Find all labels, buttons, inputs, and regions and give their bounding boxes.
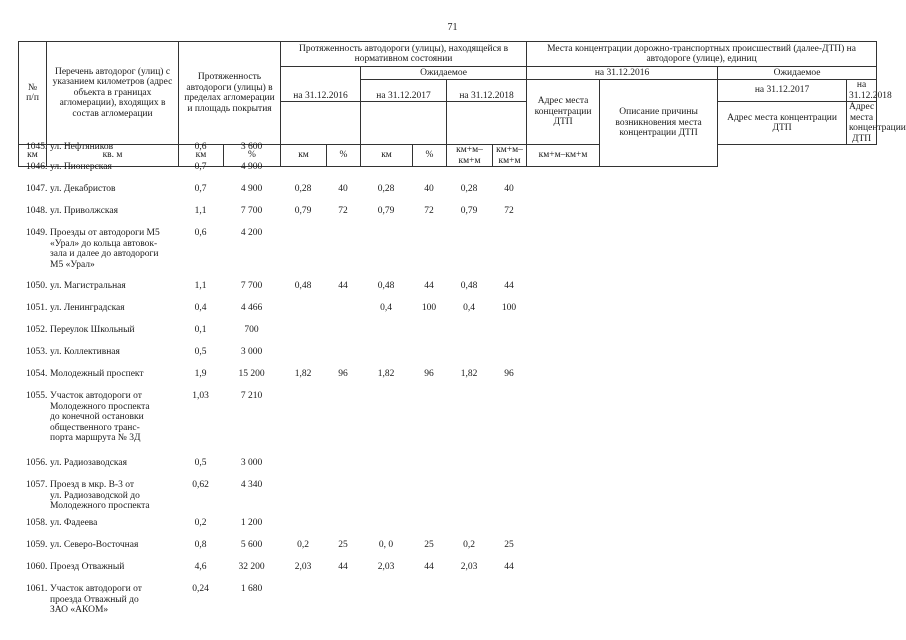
cell-sqm: 5 600 — [240, 540, 263, 550]
cell-p16 — [326, 159, 360, 181]
header-roads: Перечень автодорог (улиц) с указанием километров (адрес объекта в границах агломерации), входящих в состав агломерации — [47, 42, 179, 145]
header-dtp-expected: Ожидаемое — [718, 67, 877, 80]
cell-k18 — [446, 515, 492, 537]
cell-k18: 1,82 — [460, 369, 478, 379]
cell-km: 0,7 — [194, 162, 207, 172]
cell-k16 — [280, 322, 326, 344]
cell-k18: 0,28 — [460, 184, 478, 194]
cell-dtp-description — [599, 203, 717, 225]
cell-p18 — [492, 515, 526, 537]
row-number: 1051. — [26, 303, 48, 313]
cell-k17 — [360, 139, 412, 159]
cell-k17: 0, 0 — [378, 540, 394, 550]
cell-k16 — [280, 300, 326, 322]
cell-p18 — [492, 139, 526, 159]
cell-p18 — [492, 225, 526, 278]
unit-sqm: кв. м — [47, 145, 179, 167]
header-address-2017: Адрес места концентрации ДТП — [718, 102, 847, 145]
cell-dtp-address — [526, 559, 599, 581]
cell-k18 — [446, 225, 492, 278]
header-dtp-2017: на 31.12.2017 — [718, 80, 847, 102]
cell-km: 0,62 — [192, 480, 209, 490]
cell-k17 — [360, 159, 412, 181]
row-number: 1053. — [26, 347, 48, 357]
cell-p18 — [492, 322, 526, 344]
cell-p17 — [412, 225, 446, 278]
road-name: Проезд в мкр. В-3 от ул. Радиозаводской до Молодежного проспекта — [50, 480, 150, 511]
page-number: 71 — [447, 22, 458, 33]
cell-k17 — [360, 581, 412, 621]
table-row — [18, 278, 876, 300]
cell-dtp-address — [526, 537, 599, 559]
cell-sqm: 4 900 — [240, 184, 263, 194]
cell-dtp-address — [526, 477, 599, 515]
cell-k16 — [280, 159, 326, 181]
cell-k18: 0,79 — [460, 206, 478, 216]
road-name: ул. Северо-Восточная — [50, 540, 139, 550]
cell-sqm: 1 680 — [240, 584, 263, 594]
cell-p18 — [492, 455, 526, 477]
header-length: Протяженность автодороги (улицы) в пределах агломерации и площадь покрытия — [179, 42, 281, 145]
row-number: 1048. — [26, 206, 48, 216]
road-name: Участок автодороги от проезда Отважный до ЗАО «АКОМ» — [50, 584, 142, 615]
cell-dtp-description — [599, 300, 717, 322]
cell-dtp-description — [599, 181, 717, 203]
table-row — [18, 455, 876, 477]
cell-sqm: 32 200 — [238, 562, 265, 572]
cell-km: 0,7 — [194, 184, 207, 194]
cell-dtp-2017 — [717, 515, 846, 537]
cell-dtp-address — [526, 515, 599, 537]
cell-km: 0,8 — [194, 540, 207, 550]
header-dtp-2018: на 31.12.2018 — [847, 80, 877, 102]
header-address: Адрес места концентрации ДТП — [527, 80, 600, 145]
cell-p16 — [326, 388, 360, 455]
cell-dtp-address — [526, 181, 599, 203]
cell-dtp-2018 — [846, 344, 876, 366]
table-row — [18, 300, 876, 322]
cell-dtp-2018 — [846, 278, 876, 300]
cell-sqm: 7 700 — [240, 281, 263, 291]
cell-p17 — [412, 515, 446, 537]
cell-p17 — [412, 322, 446, 344]
cell-km: 0,1 — [194, 325, 207, 335]
cell-p18: 44 — [504, 281, 514, 291]
cell-km: 0,4 — [194, 303, 207, 313]
cell-dtp-address — [526, 300, 599, 322]
cell-sqm: 3 600 — [240, 142, 263, 152]
cell-p17 — [412, 139, 446, 159]
road-name: Участок автодороги от Молодежного проспекта до конечной остановки общественного транс- порта маршрута № 3Д — [50, 391, 150, 443]
table-row — [18, 366, 876, 388]
unit-km-2017: км — [281, 145, 327, 167]
cell-p17: 44 — [424, 281, 434, 291]
cell-p17 — [412, 581, 446, 621]
cell-dtp-description — [599, 344, 717, 366]
cell-dtp-2017 — [717, 344, 846, 366]
cell-p16: 96 — [338, 369, 348, 379]
cell-dtp-description — [599, 559, 717, 581]
cell-k18 — [446, 388, 492, 455]
cell-sqm: 7 210 — [240, 391, 263, 401]
cell-p18 — [492, 477, 526, 515]
unit-kmm-2018: км+м–км+м — [527, 145, 600, 167]
header-2018: на 31.12.2018 — [447, 80, 527, 102]
cell-k16: 2,03 — [294, 562, 312, 572]
cell-k17 — [360, 344, 412, 366]
table-body — [18, 139, 876, 621]
cell-k17 — [360, 455, 412, 477]
cell-dtp-2018 — [846, 455, 876, 477]
cell-km: 0,5 — [194, 458, 207, 468]
road-name: ул. Радиозаводская — [50, 458, 127, 468]
table-row — [18, 388, 876, 455]
cell-p17 — [412, 388, 446, 455]
row-number: 1050. — [26, 281, 48, 291]
cell-dtp-description — [599, 225, 717, 278]
cell-dtp-description — [599, 322, 717, 344]
cell-dtp-description — [599, 388, 717, 455]
cell-dtp-address — [526, 225, 599, 278]
table-row — [18, 559, 876, 581]
cell-k18 — [446, 322, 492, 344]
cell-dtp-description — [599, 159, 717, 181]
cell-p17: 44 — [424, 562, 434, 572]
row-number: 1057. — [26, 480, 48, 490]
cell-p16: 40 — [338, 184, 348, 194]
road-name: ул. Магистральная — [50, 281, 126, 291]
cell-dtp-2017 — [717, 203, 846, 225]
road-name: ул. Декабристов — [50, 184, 116, 194]
cell-k16: 1,82 — [294, 369, 312, 379]
cell-p16 — [326, 139, 360, 159]
cell-dtp-description — [599, 477, 717, 515]
cell-k18 — [446, 455, 492, 477]
cell-km: 1,1 — [194, 206, 207, 216]
cell-dtp-2017 — [717, 322, 846, 344]
cell-km: 0,5 — [194, 347, 207, 357]
cell-dtp-2018 — [846, 559, 876, 581]
cell-dtp-2018 — [846, 181, 876, 203]
cell-dtp-2017 — [717, 388, 846, 455]
header-2017: на 31.12.2017 — [361, 80, 447, 102]
cell-p16 — [326, 581, 360, 621]
cell-dtp-2017 — [717, 278, 846, 300]
unit-km-2016: км — [179, 145, 224, 167]
cell-dtp-address — [526, 159, 599, 181]
cell-k17: 0,4 — [380, 303, 392, 313]
cell-sqm: 4 340 — [240, 480, 263, 490]
cell-k18: 0,48 — [460, 281, 478, 291]
road-name: Проезды от автодороги М5 «Урал» до кольца автовок- зала и далее до автодороги М5 «Урал» — [50, 228, 160, 270]
row-number: 1045. — [26, 142, 48, 152]
cell-sqm: 15 200 — [238, 369, 265, 379]
road-name: ул. Нефтяников — [50, 142, 114, 152]
table-row — [18, 225, 876, 278]
cell-p16 — [326, 477, 360, 515]
cell-p17: 25 — [424, 540, 434, 550]
row-number: 1046. — [26, 162, 48, 172]
cell-p16 — [326, 300, 360, 322]
road-name: Молодежный проспект — [50, 369, 144, 379]
cell-dtp-address — [526, 581, 599, 621]
cell-k16: 0,79 — [294, 206, 312, 216]
cell-p16 — [326, 344, 360, 366]
cell-dtp-2018 — [846, 515, 876, 537]
header-address-2018: Адрес места концентрации ДТП — [847, 102, 877, 145]
header-dtp: Места концентрации дорожно-транспортных происшествий (далее-ДТП) на автодороге (улице), единиц — [527, 42, 877, 67]
cell-k16: 0,28 — [294, 184, 312, 194]
cell-k18: 2,03 — [460, 562, 478, 572]
row-number: 1047. — [26, 184, 48, 194]
row-number: 1059. — [26, 540, 48, 550]
cell-p18 — [492, 159, 526, 181]
road-name: ул. Приволжская — [50, 206, 118, 216]
cell-sqm: 4 200 — [240, 228, 263, 238]
cell-p18: 44 — [504, 562, 514, 572]
cell-km: 0,2 — [194, 518, 207, 528]
cell-k18 — [446, 159, 492, 181]
cell-sqm: 4 466 — [240, 303, 263, 313]
unit-kmm-2017: км+м–км+м — [493, 145, 527, 167]
cell-sqm: 4 900 — [240, 162, 263, 172]
road-name: ул. Коллективная — [50, 347, 120, 357]
cell-dtp-description — [599, 366, 717, 388]
cell-k18 — [446, 139, 492, 159]
road-name: ул. Ленинградская — [50, 303, 125, 313]
cell-k18 — [446, 344, 492, 366]
cell-dtp-address — [526, 455, 599, 477]
header-description: Описание причины возникновения места концентрации ДТП — [600, 80, 718, 167]
table-row — [18, 344, 876, 366]
cell-sqm: 1 200 — [240, 518, 263, 528]
cell-k18: 0,2 — [463, 540, 475, 550]
unit-pct-2018: % — [413, 145, 447, 167]
table-row — [18, 537, 876, 559]
unit-km-2018: км — [361, 145, 413, 167]
row-number: 1049. — [26, 228, 48, 238]
cell-p18 — [492, 388, 526, 455]
cell-p16: 44 — [338, 562, 348, 572]
cell-dtp-2018 — [846, 581, 876, 621]
cell-km: 0,6 — [194, 142, 207, 152]
cell-km: 0,24 — [192, 584, 209, 594]
row-number: 1061. — [26, 584, 48, 594]
cell-sqm: 7 700 — [240, 206, 263, 216]
cell-p17: 72 — [424, 206, 434, 216]
cell-dtp-address — [526, 388, 599, 455]
cell-p16: 44 — [338, 281, 348, 291]
cell-dtp-2018 — [846, 139, 876, 159]
cell-dtp-2017 — [717, 366, 846, 388]
cell-p18: 40 — [504, 184, 514, 194]
cell-sqm: 3 000 — [240, 458, 263, 468]
cell-p18: 72 — [504, 206, 514, 216]
road-name: ул. Пионерская — [50, 162, 112, 172]
header-expected: Ожидаемое — [361, 67, 527, 80]
cell-dtp-2017 — [717, 225, 846, 278]
table-row — [18, 477, 876, 515]
cell-p16: 72 — [338, 206, 348, 216]
header-dtp-2016: на 31.12.2016 — [527, 67, 718, 80]
cell-k17 — [360, 388, 412, 455]
cell-dtp-2018 — [846, 203, 876, 225]
cell-k16 — [280, 515, 326, 537]
cell-k18 — [446, 581, 492, 621]
cell-p18 — [492, 581, 526, 621]
cell-p18: 100 — [501, 303, 517, 313]
table-row — [18, 159, 876, 181]
cell-dtp-2018 — [846, 477, 876, 515]
cell-dtp-address — [526, 278, 599, 300]
cell-p17: 100 — [421, 303, 437, 313]
cell-dtp-2017 — [717, 559, 846, 581]
header-normative: Протяженность автодороги (улицы), находящейся в нормативном состоянии — [281, 42, 527, 67]
cell-p18 — [492, 344, 526, 366]
cell-dtp-2017 — [717, 300, 846, 322]
cell-k16 — [280, 139, 326, 159]
cell-sqm: 3 000 — [240, 347, 263, 357]
table-row — [18, 515, 876, 537]
cell-dtp-address — [526, 322, 599, 344]
cell-k16 — [280, 477, 326, 515]
road-name: Переулок Школьный — [50, 325, 135, 335]
cell-k17 — [360, 515, 412, 537]
row-number: 1060. — [26, 562, 48, 572]
cell-dtp-description — [599, 278, 717, 300]
cell-p17 — [412, 455, 446, 477]
cell-k17: 0,79 — [377, 206, 395, 216]
unit-km: км — [19, 145, 47, 167]
row-number: 1054. — [26, 369, 48, 379]
cell-dtp-2017 — [717, 477, 846, 515]
cell-dtp-2018 — [846, 225, 876, 278]
cell-p17: 96 — [424, 369, 434, 379]
table-row — [18, 181, 876, 203]
cell-p16 — [326, 515, 360, 537]
cell-k16 — [280, 344, 326, 366]
cell-dtp-description — [599, 537, 717, 559]
row-number: 1055. — [26, 391, 48, 401]
cell-p16 — [326, 322, 360, 344]
cell-dtp-2017 — [717, 181, 846, 203]
cell-k17 — [360, 322, 412, 344]
cell-p17 — [412, 159, 446, 181]
cell-dtp-description — [599, 455, 717, 477]
cell-p16 — [326, 455, 360, 477]
cell-k16 — [280, 388, 326, 455]
cell-k16: 0,48 — [294, 281, 312, 291]
cell-k17 — [360, 225, 412, 278]
cell-p18: 96 — [504, 369, 514, 379]
cell-dtp-2017 — [717, 537, 846, 559]
cell-k18: 0,4 — [463, 303, 475, 313]
cell-dtp-2018 — [846, 322, 876, 344]
cell-dtp-2018 — [846, 300, 876, 322]
cell-k17: 0,28 — [377, 184, 395, 194]
cell-p16 — [326, 225, 360, 278]
cell-p17: 40 — [424, 184, 434, 194]
road-name: ул. Фадеева — [50, 518, 98, 528]
cell-km: 1,1 — [194, 281, 207, 291]
cell-dtp-2018 — [846, 159, 876, 181]
cell-km: 1,9 — [194, 369, 207, 379]
cell-dtp-description — [599, 515, 717, 537]
unit-pct-2016: % — [224, 145, 281, 167]
cell-dtp-2018 — [846, 537, 876, 559]
cell-k18 — [446, 477, 492, 515]
cell-dtp-2017 — [717, 159, 846, 181]
table-row — [18, 203, 876, 225]
row-number: 1056. — [26, 458, 48, 468]
cell-dtp-address — [526, 366, 599, 388]
cell-k17: 0,48 — [377, 281, 395, 291]
header-2016: на 31.12.2016 — [281, 67, 361, 102]
cell-k16 — [280, 581, 326, 621]
cell-dtp-2018 — [846, 388, 876, 455]
cell-k16 — [280, 455, 326, 477]
cell-k16: 0,2 — [297, 540, 309, 550]
unit-pct-2017: % — [327, 145, 361, 167]
cell-p17 — [412, 344, 446, 366]
cell-p17 — [412, 477, 446, 515]
cell-k16 — [280, 225, 326, 278]
road-name: Проезд Отважный — [50, 562, 125, 572]
cell-dtp-address — [526, 344, 599, 366]
row-number: 1052. — [26, 325, 48, 335]
table-row — [18, 322, 876, 344]
cell-k17: 2,03 — [377, 562, 395, 572]
table-row — [18, 581, 876, 621]
cell-km: 0,6 — [194, 228, 207, 238]
table-row — [18, 139, 876, 159]
row-number: 1058. — [26, 518, 48, 528]
cell-dtp-2018 — [846, 366, 876, 388]
header-num: № п/п — [19, 42, 47, 145]
cell-k17: 1,82 — [377, 369, 395, 379]
cell-p16: 25 — [338, 540, 348, 550]
cell-dtp-address — [526, 203, 599, 225]
cell-km: 1,03 — [192, 391, 209, 401]
cell-dtp-address — [526, 139, 599, 159]
unit-kmm-2016: км+м–км+м — [447, 145, 493, 167]
cell-dtp-2017 — [717, 139, 846, 159]
cell-k17 — [360, 477, 412, 515]
cell-dtp-2017 — [717, 581, 846, 621]
cell-km: 4,6 — [194, 562, 207, 572]
cell-p18: 25 — [504, 540, 514, 550]
cell-sqm: 700 — [244, 325, 259, 335]
cell-dtp-description — [599, 581, 717, 621]
cell-dtp-description — [599, 139, 717, 159]
cell-dtp-2017 — [717, 455, 846, 477]
